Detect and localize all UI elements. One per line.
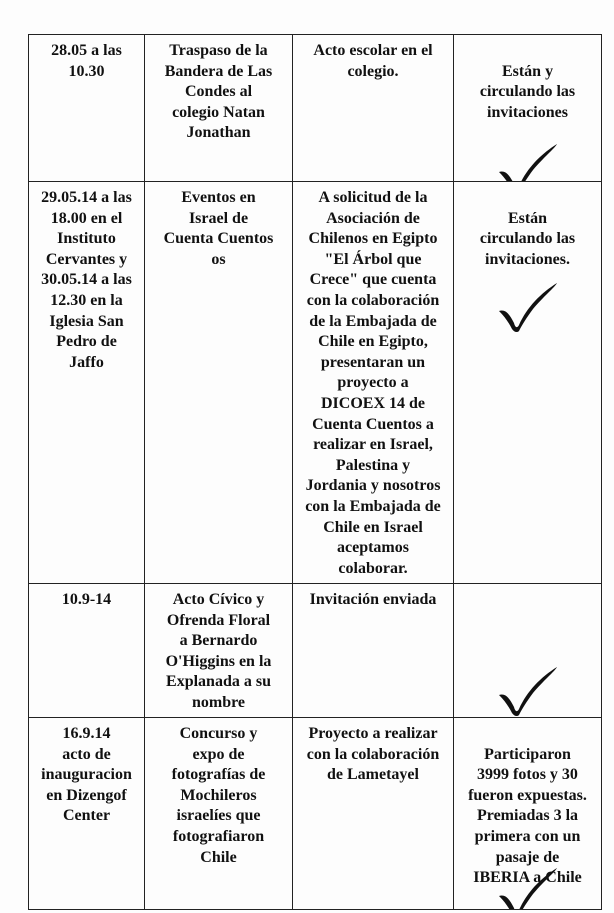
event-cell: Concurso y expo de fotografías de Mochileros israelíes que fotografiaron Chile: [145, 718, 293, 910]
events-table: [28, 34, 602, 910]
description-cell: A solicitud de la Asociación de Chilenos en Egipto "El Árbol que Crece" que cuenta con la colaboración de la Embajada de Chile en Egipto, presentaran un proyecto a DICOEX 14 de Cuenta Cuentos a realizar en Israel, Palestina y Jordania y nosotros con la Embajada de Chile en Israel aceptamos colaborar.: [293, 182, 454, 584]
table-row: [29, 35, 602, 182]
checkmark-icon: [497, 260, 559, 312]
event-cell: Traspaso de la Bandera de Las Condes al colegio Natan Jonathan: [145, 35, 293, 182]
status-cell: [454, 718, 602, 910]
status-cell: [454, 584, 602, 718]
status-cell: [454, 35, 602, 182]
checkmark-icon: [497, 121, 559, 173]
date-cell: 10.9-14: [29, 584, 145, 718]
status-text: Están circulando las invitaciones.: [479, 209, 576, 268]
status-text: Están y circulando las invitaciones: [479, 62, 576, 121]
status-text: Participaron 3999 fotos y 30 fueron expuestas. Premiadas 3 la primera con un pasaje de IBERIA a Chile: [468, 745, 587, 887]
description-cell: Acto escolar en el colegio.: [293, 35, 454, 182]
event-cell: Eventos en Israel de Cuenta Cuentos os: [145, 182, 293, 584]
table-row: [29, 718, 602, 910]
checkmark-icon: [497, 644, 559, 696]
checkmark-icon: [497, 845, 559, 897]
date-cell: 16.9.14 acto de inauguracion en Dizengof Center: [29, 718, 145, 910]
date-cell: 29.05.14 a las 18.00 en el Instituto Cervantes y 30.05.14 a las 12.30 en la Iglesia San Pedro de Jaffo: [29, 182, 145, 584]
status-cell: [454, 182, 602, 584]
event-cell: Acto Cívico y Ofrenda Floral a Bernardo O'Higgins en la Explanada a su nombre: [145, 584, 293, 718]
description-cell: Invitación enviada: [293, 584, 454, 718]
description-cell: Proyecto a realizar con la colaboración de Lametayel: [293, 718, 454, 910]
date-cell: 28.05 a las 10.30: [29, 35, 145, 182]
table-row: [29, 584, 602, 718]
table-row: [29, 182, 602, 584]
